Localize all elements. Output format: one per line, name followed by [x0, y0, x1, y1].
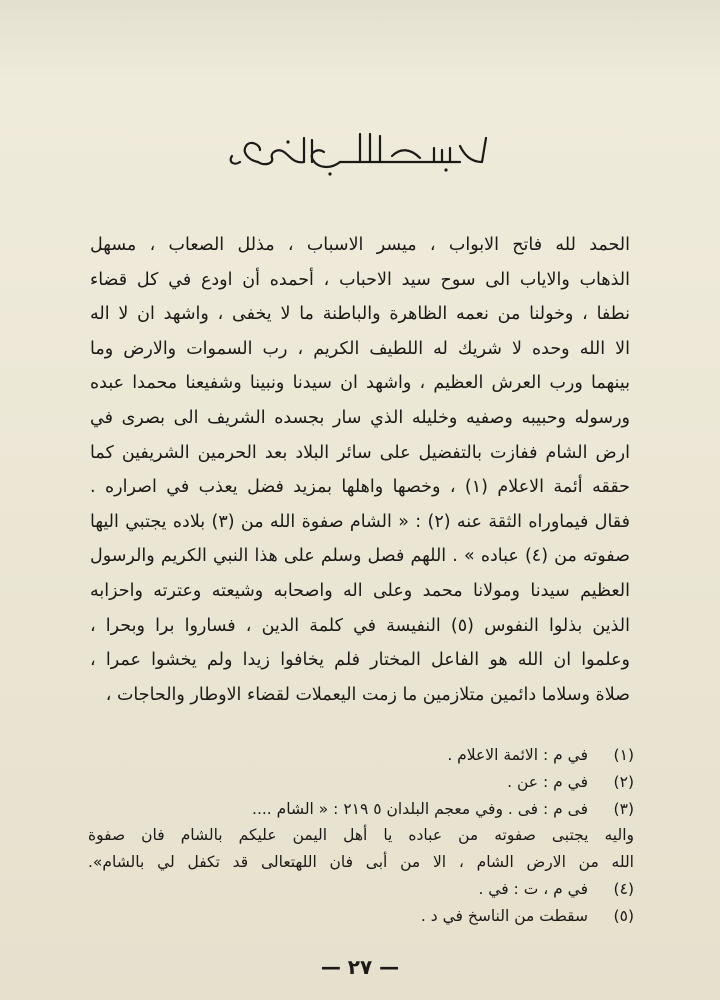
text-line: العظيم سيدنا ومولانا محمد وعلى اله واصحابه وشيعته وعترته واحزابه [90, 580, 630, 601]
text-line: الا الله وحده لا شريك له اللطيف الكريم ، رب السموات والارض وما [90, 338, 630, 359]
footnote [88, 742, 634, 769]
page-number: — ٢٧ — [320, 955, 400, 979]
text-line: حققه أئمة الاعلام (١) ، وخصها واهلها بمزيد فضل يعذب في اصراره . [90, 477, 630, 498]
footnote-continuation: واليه يجتبى صفوته من عباده يا أهل اليمن عليكم بالشام فان صفوة [88, 826, 634, 845]
footnote-number: (١) [613, 746, 634, 764]
footnote-text: فى م : فى . وفي معجم البلدان ٥ ٢١٩ : « الشام .... [252, 799, 588, 818]
footnote [88, 769, 634, 796]
text-line: الحمد لله فاتح الابواب ، ميسر الاسباب ، مذلل الصعاب ، مسهل [90, 235, 630, 255]
text-line: صفوته من (٤) عباده » . اللهم فصل وسلم على هذا النبي الكريم والرسول [90, 546, 630, 567]
footnote-number: (٣) [613, 799, 634, 818]
text-line: وعلموا ان الله هو الفاعل المختار فلم يخافوا زيدا ولم يخشوا عمرا ، [90, 650, 630, 671]
main-text-body [90, 228, 630, 712]
footnotes-section [88, 742, 634, 930]
text-line: ورسوله وحبيبه وصفيه وخليله الذي سار بجسده الشريف الى بصرى في [90, 407, 630, 428]
footnote-text: في م : الائمة الاعلام . [447, 746, 588, 764]
footnote-number: (٥) [613, 906, 634, 925]
footnote-text: في م ، ت : في . [478, 879, 588, 898]
footnote [88, 796, 634, 823]
text-line: بينهما ورب العرش العظيم ، واشهد ان سيدنا ونبينا وشفيعنا محمدا عبده [90, 373, 630, 394]
footnote [88, 903, 634, 930]
bleed-through-shadow [0, 0, 720, 80]
text-line: ارض الشام ففازت بالتفضيل على سائر البلاد بعد الحرمين الشريفين كما [90, 442, 630, 463]
footnote-continuation: الله من الارض الشام ، الا من أبى فان اللهتعالى قد تكفل لي بالشام». [88, 853, 634, 872]
footnote [88, 876, 634, 903]
basmala-calligraphy [220, 118, 500, 178]
basmala-calligraphy-graphic [220, 118, 500, 178]
text-line: الذين بذلوا النفوس (٥) النفيسة في كلمة الدين ، فساروا برا وبحرا ، [90, 615, 630, 636]
text-line: فقال فيماوراه الثقة عنه (٢) : « الشام صفوة الله من (٣) بلاده يجتبي اليها [90, 511, 630, 532]
text-line: الذهاب والاياب الى سوح سيد الاحباب ، أحمده أن اودع في كل قضاء [90, 269, 630, 290]
footnote-number: (٤) [613, 879, 634, 898]
text-line: نطفا ، وخولنا من نعمه الظاهرة والباطنة ما لا يخفى ، واشهد ان لا اله [90, 304, 630, 325]
text-line: صلاة وسلاما دائمين متلازمين ما زمت اليعملات لقضاء الاوطار والحاجات ، [105, 684, 630, 705]
footnote-text: سقطت من الناسخ في د . [420, 906, 588, 925]
footnote-text: في م : عن . [507, 772, 588, 791]
footnote-number: (٢) [613, 772, 634, 791]
